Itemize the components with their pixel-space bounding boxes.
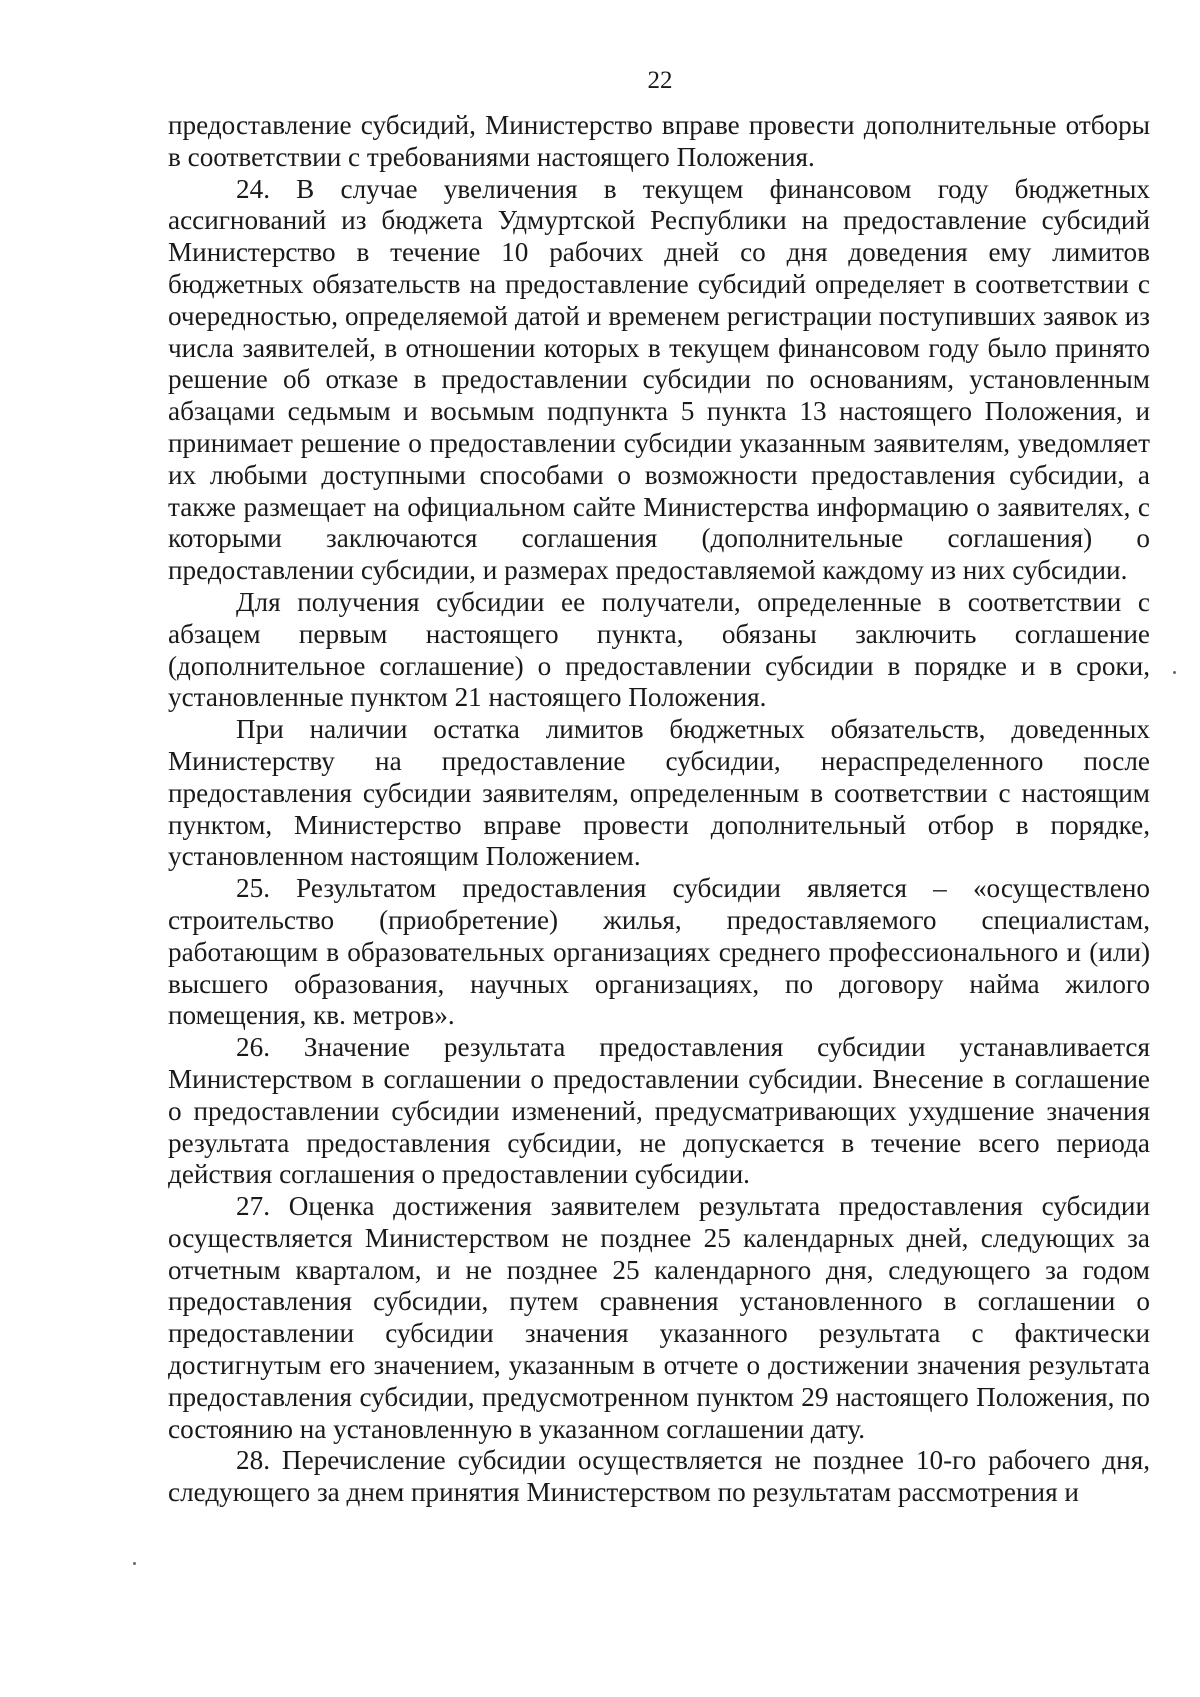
scan-speck — [1173, 671, 1176, 674]
paragraph-item-24-recipients: Для получения субсидии ее получатели, определенные в соответствии с абзацем первым настоящего пункта, обязаны заключить соглашение (дополнительное соглашение) о предоставлении субсидии в порядке и в сроки, установленные пунктом 21 настоящего Положения. — [168, 586, 1150, 713]
paragraph-item-24: 24. В случае увеличения в текущем финансовом году бюджетных ассигнований из бюджета Удмуртской Республики на предоставление субсидий Министерство в течение 10 рабочих дней со дня доведения ему лимитов бюджетных обязательств на предоставление субсидий определяет в соответствии с очередностью, определяемой датой и временем регистрации поступивших заявок из числа заявителей, в отношении которых в текущем финансовом году было принято решение об отказе в предоставлении субсидии по основаниям, установленным абзацами седьмым и восьмым подпункта 5 пункта 13 настоящего Положения, и принимает решение о предоставлении субсидии указанным заявителям, уведомляет их любыми доступными способами о возможности предоставления субсидии, а также размещает на официальном сайте Министерства информацию о заявителях, с которыми заключаются соглашения (дополнительные соглашения) о предоставлении субсидии, и размерах предоставляемой каждому из них субсидии. — [168, 173, 1150, 586]
paragraph-item-26: 26. Значение результата предоставления субсидии устанавливается Министерством в соглашении о предоставлении субсидии. Внесение в соглашение о предоставлении субсидии изменений, предусматривающих ухудшение значения результата предоставления субсидии, не допускается в течение всего периода действия соглашения о предоставлении субсидии. — [168, 1032, 1150, 1190]
document-body — [168, 110, 1150, 1509]
scan-speck — [133, 1562, 136, 1565]
paragraph-item-24-remaining-limits: При наличии остатка лимитов бюджетных обязательств, доведенных Министерству на предоставление субсидии, нераспределенного после предоставления субсидии заявителям, определенным в соответствии с настоящим пунктом, Министерство вправе провести дополнительный отбор в порядке, установленном настоящим Положением. — [168, 714, 1150, 872]
paragraph-item-28: 28. Перечисление субсидии осуществляется не позднее 10-го рабочего дня, следующего за днем принятия Министерством по результатам рассмотрения и — [168, 1445, 1150, 1508]
paragraph-continuation: предоставление субсидий, Министерство вправе провести дополнительные отборы в соответствии с требованиями настоящего Положения. — [168, 110, 1150, 172]
page-number: 22 — [647, 67, 673, 94]
paragraph-item-27: 27. Оценка достижения заявителем результата предоставления субсидии осуществляется Министерством не позднее 25 календарных дней, следующих за отчетным кварталом, и не позднее 25 календарного дня, следующего за годом предоставления субсидии, путем сравнения установленного в соглашении о предоставлении субсидии значения указанного результата с фактически достигнутым его значением, указанным в отчете о достижении значения результата предоставления субсидии, предусмотренном пунктом 29 настоящего Положения, по состоянию на установленную в указанном соглашении дату. — [168, 1191, 1150, 1444]
paragraph-item-25: 25. Результатом предоставления субсидии является – «осуществлено строительство (приобретение) жилья, предоставляемого специалистам, работающим в образовательных организациях среднего профессионального и (или) высшего образования, научных организациях, по договору найма жилого помещения, кв. метров». — [168, 873, 1150, 1031]
